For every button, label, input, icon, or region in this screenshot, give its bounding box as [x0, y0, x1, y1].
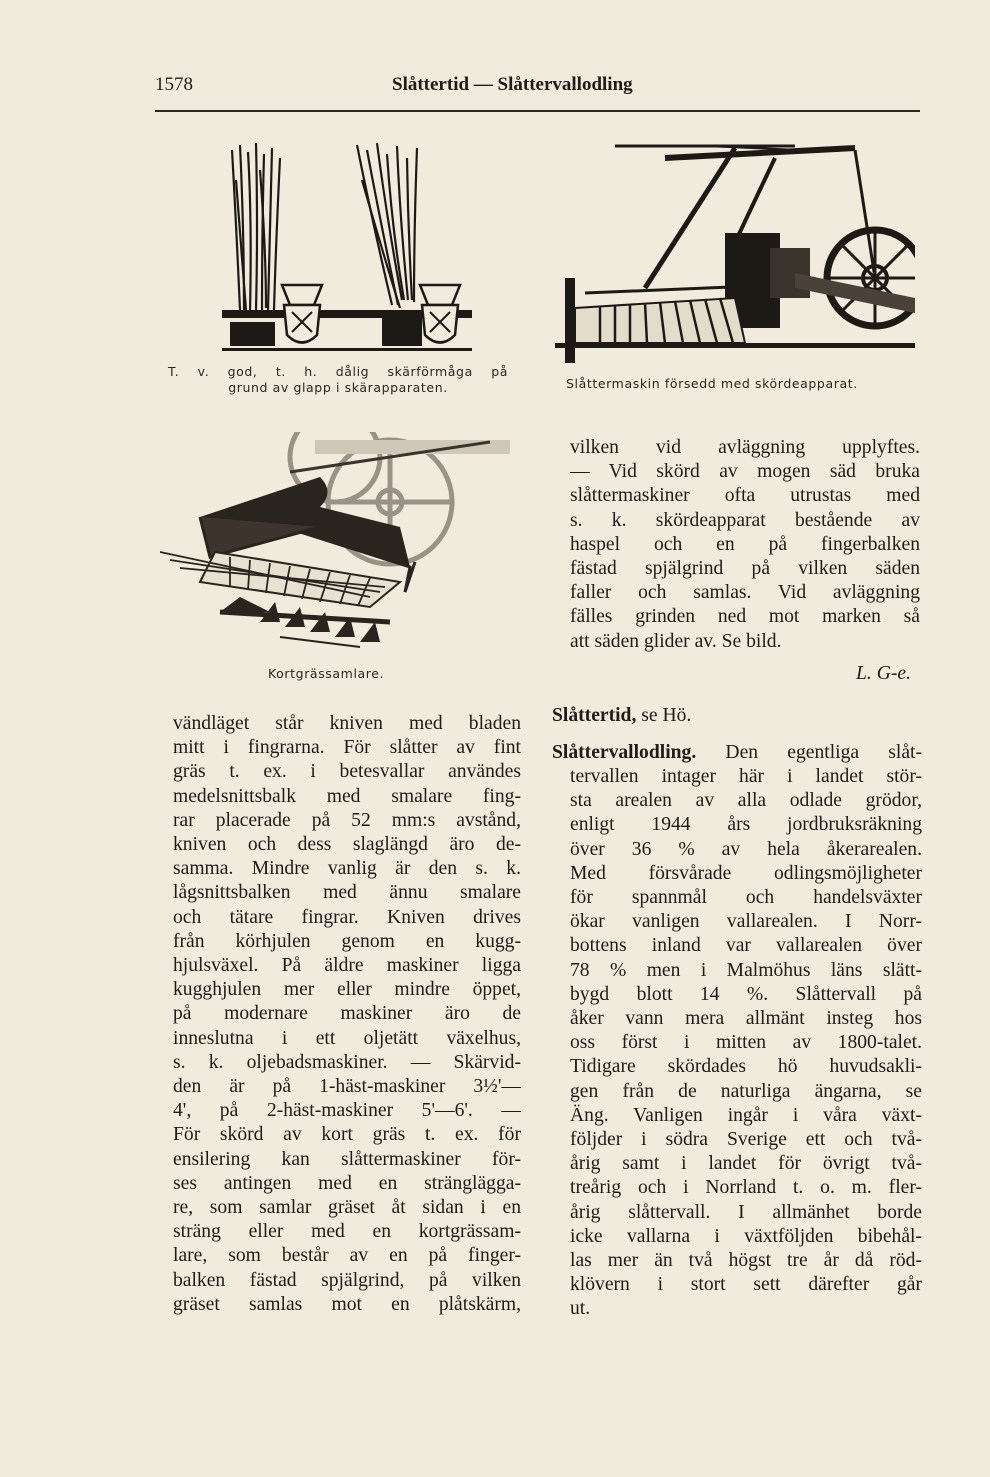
text-line: enligt 1944 års jordbruksräkning: [570, 814, 922, 836]
text-line: att säden glider av. Se bild.: [570, 630, 782, 652]
text-line: — Vid skörd av mogen säd bruka: [570, 461, 920, 483]
running-title: Slåttertid — Slåttervallodling: [392, 74, 633, 95]
text-line: gräset samlas mot en plåtskärm,: [173, 1293, 521, 1315]
text-line: bygd blott 14 %. Slåttervall på: [570, 983, 922, 1005]
entry-text: Den egentliga slåt-: [696, 742, 922, 763]
text-line: s. k. oljebadsmaskiner. — Skärvid-: [173, 1051, 521, 1073]
text-line: över 36 % av hela åkerarealen.: [570, 838, 922, 860]
text-line: ut.: [570, 1298, 591, 1320]
text-line: Äng. Vanligen ingår i våra växt-: [570, 1104, 922, 1126]
text-line: vändläget står kniven med bladen: [173, 713, 521, 734]
page-number: 1578: [155, 74, 193, 95]
text-line: sträng eller med en kortgrässam-: [173, 1221, 521, 1243]
text-line: fälles grinden ned mot marken så: [570, 606, 920, 628]
text-line: Med försvårade odlingsmöjligheter: [570, 862, 922, 884]
text-line: gräs t. ex. i betesvallar användes: [173, 761, 521, 783]
text-line: åker vann mera allmänt insteg hos: [570, 1008, 922, 1030]
text-line: las mer än två högst tre år då röd-: [570, 1250, 922, 1272]
text-line: s. k. skördeapparat bestående av: [570, 509, 920, 531]
text-line: lare, som består av en på finger-: [173, 1245, 521, 1267]
text-line: klövern i stort sett därefter går: [570, 1274, 922, 1296]
grass-collector-illustration: [160, 432, 515, 662]
text-line: balken fästad spjälgrind, på vilken: [173, 1269, 521, 1291]
page-header: [155, 74, 920, 106]
text-line: från körhjulen genom en kugg-: [173, 930, 521, 952]
collector-caption: Kortgrässamlare.: [268, 666, 385, 681]
text-line: årig slåttervall. I allmänhet borde: [570, 1201, 922, 1223]
text-line: rar placerade på 52 mm:s avstånd,: [173, 809, 521, 831]
header-rule: [155, 110, 920, 112]
text-line: följder i södra Sverige ett och två-: [570, 1129, 922, 1151]
author-signature: L. G-e.: [856, 663, 911, 684]
knife-caption: [168, 364, 508, 396]
knife-caption-line: grund av glapp i skärapparaten.: [228, 380, 448, 395]
knife-comparison-illustration: [222, 140, 472, 355]
text-line: ökar vanligen vallarealen. I Norr-: [570, 911, 922, 933]
right-column-top: [570, 436, 920, 654]
text-line: faller och samlas. Vid avläggning: [570, 582, 920, 604]
text-line: den är på 1-häst-maskiner 3½'—: [173, 1076, 521, 1098]
text-line: för spannmål och handelsväxter: [570, 887, 922, 909]
text-line: re, som samlar gräset åt sidan i en: [173, 1197, 521, 1219]
text-line: inneslutna i ett oljetätt växelhus,: [173, 1027, 521, 1049]
headword: Slåttertid,: [552, 705, 637, 726]
mower-caption: Slåttermaskin försedd med skördeapparat.: [566, 376, 858, 391]
text-line: [552, 741, 922, 765]
text-line: kugghjulen mer eller mindre öppet,: [173, 979, 521, 1001]
text-line: treårig och i Norrland t. o. m. fler-: [570, 1177, 922, 1199]
text-line: kniven och dess slaglängd äro de-: [173, 834, 521, 856]
text-line: lågsnittsbalken med ännu smalare: [173, 882, 521, 904]
entry-slattertid: [552, 704, 922, 728]
text-line: medelsnittsbalk med smalare fing-: [173, 785, 521, 807]
text-line: samma. Mindre vanlig är den s. k.: [173, 858, 521, 880]
text-line: på modernare maskiner äro de: [173, 1003, 521, 1025]
text-line: ensilering kan slåttermaskiner för-: [173, 1148, 521, 1170]
text-line: 4', på 2-häst-maskiner 5'—6'. —: [173, 1100, 521, 1122]
entry-text: se Hö.: [636, 705, 692, 726]
text-line: fästad spjälgrind på vilken säden: [570, 558, 920, 580]
text-line: sta arealen av alla odlade grödor,: [570, 790, 922, 812]
text-line: Tidigare skördades hö huvudsakli-: [570, 1056, 922, 1078]
text-line: tervallen intager här i landet stör-: [570, 766, 922, 787]
left-column: [173, 712, 521, 1317]
mower-illustration: [555, 138, 915, 363]
text-line: oss först i mitten av 1800-talet.: [570, 1032, 922, 1054]
text-line: 78 % men i Malmöhus läns slätt-: [570, 959, 922, 981]
knife-caption-line: T. v. god, t. h. dålig skärförmåga på: [168, 364, 508, 379]
text-line: ses antingen med en strängläggа-: [173, 1172, 521, 1194]
text-line: icke vallarna i växtföljden bibehål-: [570, 1225, 922, 1247]
headword: Slåttervallodling.: [552, 742, 697, 763]
text-line: gen från de naturliga ängarna, se: [570, 1080, 922, 1102]
text-line: För skörd av kort gräs t. ex. för: [173, 1124, 521, 1146]
entry-slattervallodling-body: [570, 765, 922, 1322]
text-line: slåttermaskiner ofta utrustas med: [570, 485, 920, 507]
entry-slattervallodling: [552, 741, 922, 765]
text-line: och tätare fingrar. Kniven drives: [173, 906, 521, 928]
text-line: bottens inland var vallarealen över: [570, 935, 922, 957]
text-line: mitt i fingrarna. För slåtter av fint: [173, 737, 521, 759]
text-line: haspel och en på fingerbalken: [570, 533, 920, 555]
text-line: hjulsväxel. På äldre maskiner ligga: [173, 955, 521, 977]
text-line: vilken vid avläggning upplyftes.: [570, 437, 920, 458]
text-line: årig samt i landet för övrigt två-: [570, 1153, 922, 1175]
